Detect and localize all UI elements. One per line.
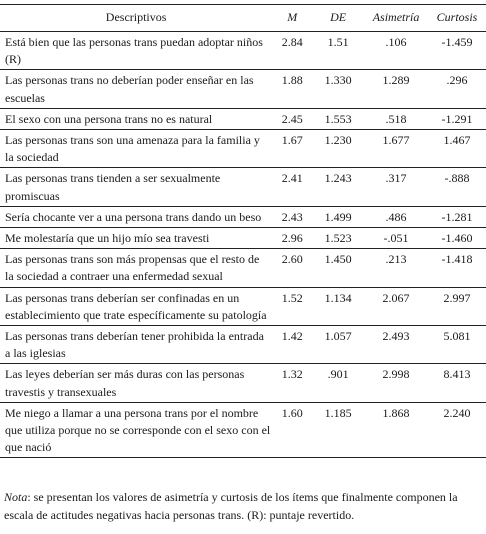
value-de: 1.330	[312, 70, 364, 108]
value-asimetria: -.051	[364, 228, 428, 249]
table-row	[0, 326, 486, 364]
table-row	[0, 130, 486, 168]
value-m: 2.43	[272, 206, 312, 227]
value-de: 1.553	[312, 108, 364, 129]
table-row	[0, 108, 486, 129]
value-asimetria: 1.677	[364, 130, 428, 168]
value-asimetria: .486	[364, 206, 428, 227]
header-asimetria: Asimetría	[364, 5, 428, 32]
value-curtosis: .296	[428, 70, 486, 108]
table-row	[0, 168, 486, 206]
item-text: Me niego a llamar a una persona trans por el nombre que utiliza porque no se corresponde con el sexo con el que nació	[0, 402, 272, 458]
value-curtosis: -1.460	[428, 228, 486, 249]
item-text: Las personas trans son más propensas que el resto de la sociedad a contraer una enfermedad sexual	[0, 249, 272, 287]
value-m: 1.52	[272, 287, 312, 325]
table-row	[0, 402, 486, 458]
item-text: Las personas trans no deberían poder enseñar en las escuelas	[0, 70, 272, 108]
value-de: 1.230	[312, 130, 364, 168]
value-m: 2.60	[272, 249, 312, 287]
table-row	[0, 287, 486, 325]
item-text: Me molestaría que un hijo mío sea travesti	[0, 228, 272, 249]
table-row	[0, 249, 486, 287]
value-curtosis: 1.467	[428, 130, 486, 168]
value-de: 1.057	[312, 326, 364, 364]
table-row	[0, 70, 486, 108]
header-descriptivos: Descriptivos	[0, 5, 272, 32]
header-curtosis: Curtosis	[428, 5, 486, 32]
item-text: Sería chocante ver a una persona trans dando un beso	[0, 206, 272, 227]
note-label: Nota	[4, 490, 28, 504]
value-curtosis: -1.291	[428, 108, 486, 129]
item-text: Está bien que las personas trans puedan adoptar niños (R)	[0, 32, 272, 70]
table-row	[0, 228, 486, 249]
value-m: 2.84	[272, 32, 312, 70]
value-curtosis: 5.081	[428, 326, 486, 364]
value-m: 1.67	[272, 130, 312, 168]
value-curtosis: 2.997	[428, 287, 486, 325]
value-asimetria: .317	[364, 168, 428, 206]
value-de: 1.499	[312, 206, 364, 227]
header-m: M	[272, 5, 312, 32]
value-curtosis: -.888	[428, 168, 486, 206]
value-de: 1.134	[312, 287, 364, 325]
table-row	[0, 32, 486, 70]
value-curtosis: 2.240	[428, 402, 486, 458]
item-text: Las personas trans son una amenaza para la familia y la sociedad	[0, 130, 272, 168]
item-text: El sexo con una persona trans no es natural	[0, 108, 272, 129]
value-m: 1.32	[272, 364, 312, 402]
value-de: 1.243	[312, 168, 364, 206]
table-header-row	[0, 5, 486, 32]
table-note	[4, 488, 482, 524]
value-de: 1.450	[312, 249, 364, 287]
table-row	[0, 206, 486, 227]
item-text: Las personas trans deberían tener prohibida la entrada a las iglesias	[0, 326, 272, 364]
value-m: 1.60	[272, 402, 312, 458]
header-de: DE	[312, 5, 364, 32]
value-asimetria: 1.289	[364, 70, 428, 108]
value-asimetria: 1.868	[364, 402, 428, 458]
descriptives-table	[0, 4, 486, 458]
value-m: 2.96	[272, 228, 312, 249]
value-m: 1.42	[272, 326, 312, 364]
value-de: .901	[312, 364, 364, 402]
value-asimetria: 2.998	[364, 364, 428, 402]
value-asimetria: .213	[364, 249, 428, 287]
item-text: Las personas trans deberían ser confinadas en un establecimiento que trate específicamente su patología	[0, 287, 272, 325]
value-curtosis: -1.459	[428, 32, 486, 70]
value-de: 1.51	[312, 32, 364, 70]
table-row	[0, 364, 486, 402]
value-curtosis: 8.413	[428, 364, 486, 402]
value-asimetria: .106	[364, 32, 428, 70]
value-asimetria: .518	[364, 108, 428, 129]
value-asimetria: 2.067	[364, 287, 428, 325]
value-de: 1.523	[312, 228, 364, 249]
value-de: 1.185	[312, 402, 364, 458]
table-body	[0, 32, 486, 458]
value-asimetria: 2.493	[364, 326, 428, 364]
value-curtosis: -1.418	[428, 249, 486, 287]
value-m: 2.45	[272, 108, 312, 129]
item-text: Las personas trans tienden a ser sexualmente promiscuas	[0, 168, 272, 206]
value-m: 2.41	[272, 168, 312, 206]
value-curtosis: -1.281	[428, 206, 486, 227]
note-text: : se presentan los valores de asimetría y curtosis de los ítems que finalmente componen la escala de actitudes negativas hacia personas trans. (R): puntaje revertido.	[4, 490, 458, 522]
value-m: 1.88	[272, 70, 312, 108]
item-text: Las leyes deberían ser más duras con las personas travestis y transexuales	[0, 364, 272, 402]
